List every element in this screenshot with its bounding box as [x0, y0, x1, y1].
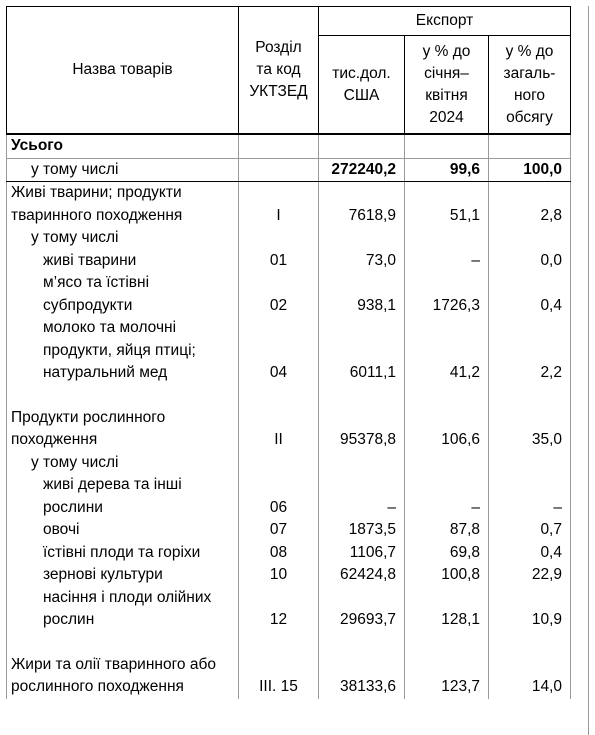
- row-value-usd: 1873,5: [319, 519, 405, 542]
- row-name: овочі: [7, 519, 239, 542]
- row-value-usd: 7618,9: [319, 182, 405, 228]
- row-pct-total: 35,0: [489, 407, 571, 452]
- row-pct-prev: 106,6: [405, 407, 489, 452]
- row-name: м’ясо та їстівні субпродукти: [7, 272, 239, 317]
- row-name: їстівні плоди та горіхи: [7, 542, 239, 565]
- row-value-usd: 95378,8: [319, 407, 405, 452]
- row-pct-prev: 51,1: [405, 182, 489, 228]
- row-pct-total: 0,4: [489, 272, 571, 317]
- row-name: насіння і плоди олійних рослин: [7, 587, 239, 632]
- row-name: [7, 385, 239, 407]
- row-pct-total: 14,0: [489, 654, 571, 699]
- header-export-group: Експорт: [319, 7, 571, 36]
- row-name: у тому числі: [7, 158, 239, 182]
- row-pct-prev: [405, 227, 489, 250]
- row-value-usd: 272240,2: [319, 158, 405, 182]
- row-pct-prev: 41,2: [405, 317, 489, 385]
- row-code: [239, 385, 319, 407]
- row-name: Усього: [7, 134, 239, 158]
- row-pct-total: [489, 452, 571, 475]
- header-goods-name: Назва товарів: [7, 7, 239, 135]
- table-row: [7, 250, 571, 273]
- row-code: [239, 227, 319, 250]
- row-value-usd: 38133,6: [319, 654, 405, 699]
- row-pct-prev: 100,8: [405, 564, 489, 587]
- row-pct-prev: 128,1: [405, 587, 489, 632]
- table-row: [7, 519, 571, 542]
- row-code: [239, 452, 319, 475]
- row-name: у тому числі: [7, 452, 239, 475]
- row-value-usd: 73,0: [319, 250, 405, 273]
- row-pct-prev: 87,8: [405, 519, 489, 542]
- row-code: 06: [239, 474, 319, 519]
- row-pct-total: 0,4: [489, 542, 571, 565]
- table-row: [7, 474, 571, 519]
- row-pct-prev: [405, 452, 489, 475]
- row-pct-prev: [405, 632, 489, 654]
- row-pct-prev: 1726,3: [405, 272, 489, 317]
- table-row: [7, 158, 571, 182]
- row-value-usd: 6011,1: [319, 317, 405, 385]
- row-code: [239, 632, 319, 654]
- row-value-usd: –: [319, 474, 405, 519]
- export-table-sheet: [6, 6, 571, 699]
- table-row: [7, 272, 571, 317]
- header-value-usd: тис.дол. США: [319, 36, 405, 135]
- row-code: 01: [239, 250, 319, 273]
- table-row: [7, 385, 571, 407]
- row-value-usd: [319, 134, 405, 158]
- row-name: живі дерева та інші рослини: [7, 474, 239, 519]
- row-pct-prev: 123,7: [405, 654, 489, 699]
- row-pct-prev: –: [405, 250, 489, 273]
- row-value-usd: [319, 452, 405, 475]
- row-name: [7, 632, 239, 654]
- row-code: [239, 158, 319, 182]
- row-pct-prev: [405, 385, 489, 407]
- table-row: [7, 564, 571, 587]
- row-name: Жири та олії тваринного або рослинного походження: [7, 654, 239, 699]
- row-pct-total: 100,0: [489, 158, 571, 182]
- table-row: [7, 317, 571, 385]
- page-edge: [588, 6, 595, 735]
- table-body: [7, 134, 571, 699]
- row-pct-total: 2,8: [489, 182, 571, 228]
- row-pct-prev: [405, 134, 489, 158]
- row-pct-prev: –: [405, 474, 489, 519]
- row-pct-total: [489, 227, 571, 250]
- row-pct-prev: 69,8: [405, 542, 489, 565]
- row-name: Продукти рослинного походження: [7, 407, 239, 452]
- row-pct-total: 2,2: [489, 317, 571, 385]
- row-code: 10: [239, 564, 319, 587]
- row-code: 07: [239, 519, 319, 542]
- header-pct-total: у % до загаль-ного обсягу: [489, 36, 571, 135]
- row-value-usd: [319, 385, 405, 407]
- row-pct-total: 10,9: [489, 587, 571, 632]
- table-row: [7, 587, 571, 632]
- table-row: [7, 134, 571, 158]
- row-pct-prev: 99,6: [405, 158, 489, 182]
- row-code: III. 15: [239, 654, 319, 699]
- row-value-usd: 1106,7: [319, 542, 405, 565]
- table-row: [7, 632, 571, 654]
- row-name: зернові культури: [7, 564, 239, 587]
- table-row: [7, 407, 571, 452]
- row-name: живі тварини: [7, 250, 239, 273]
- row-pct-total: [489, 385, 571, 407]
- row-code: II: [239, 407, 319, 452]
- row-pct-total: –: [489, 474, 571, 519]
- table-row: [7, 654, 571, 699]
- row-code: I: [239, 182, 319, 228]
- table-row: [7, 452, 571, 475]
- row-code: 02: [239, 272, 319, 317]
- row-name: молоко та молочні продукти, яйця птиці; натуральний мед: [7, 317, 239, 385]
- header-pct-prev-period: у % до січня–квітня 2024: [405, 36, 489, 135]
- row-pct-total: [489, 134, 571, 158]
- export-table: [6, 6, 571, 699]
- row-code: 04: [239, 317, 319, 385]
- table-row: [7, 542, 571, 565]
- row-code: 12: [239, 587, 319, 632]
- row-pct-total: 22,9: [489, 564, 571, 587]
- row-pct-total: 0,7: [489, 519, 571, 542]
- row-code: [239, 134, 319, 158]
- header-section-code: Розділ та код УКТЗЕД: [239, 7, 319, 135]
- table-row: [7, 227, 571, 250]
- row-value-usd: 29693,7: [319, 587, 405, 632]
- row-value-usd: 62424,8: [319, 564, 405, 587]
- row-name: Живі тварини; продукти тваринного походження: [7, 182, 239, 228]
- row-code: 08: [239, 542, 319, 565]
- row-name: у тому числі: [7, 227, 239, 250]
- row-value-usd: [319, 227, 405, 250]
- row-pct-total: [489, 632, 571, 654]
- table-row: [7, 182, 571, 228]
- row-pct-total: 0,0: [489, 250, 571, 273]
- row-value-usd: 938,1: [319, 272, 405, 317]
- row-value-usd: [319, 632, 405, 654]
